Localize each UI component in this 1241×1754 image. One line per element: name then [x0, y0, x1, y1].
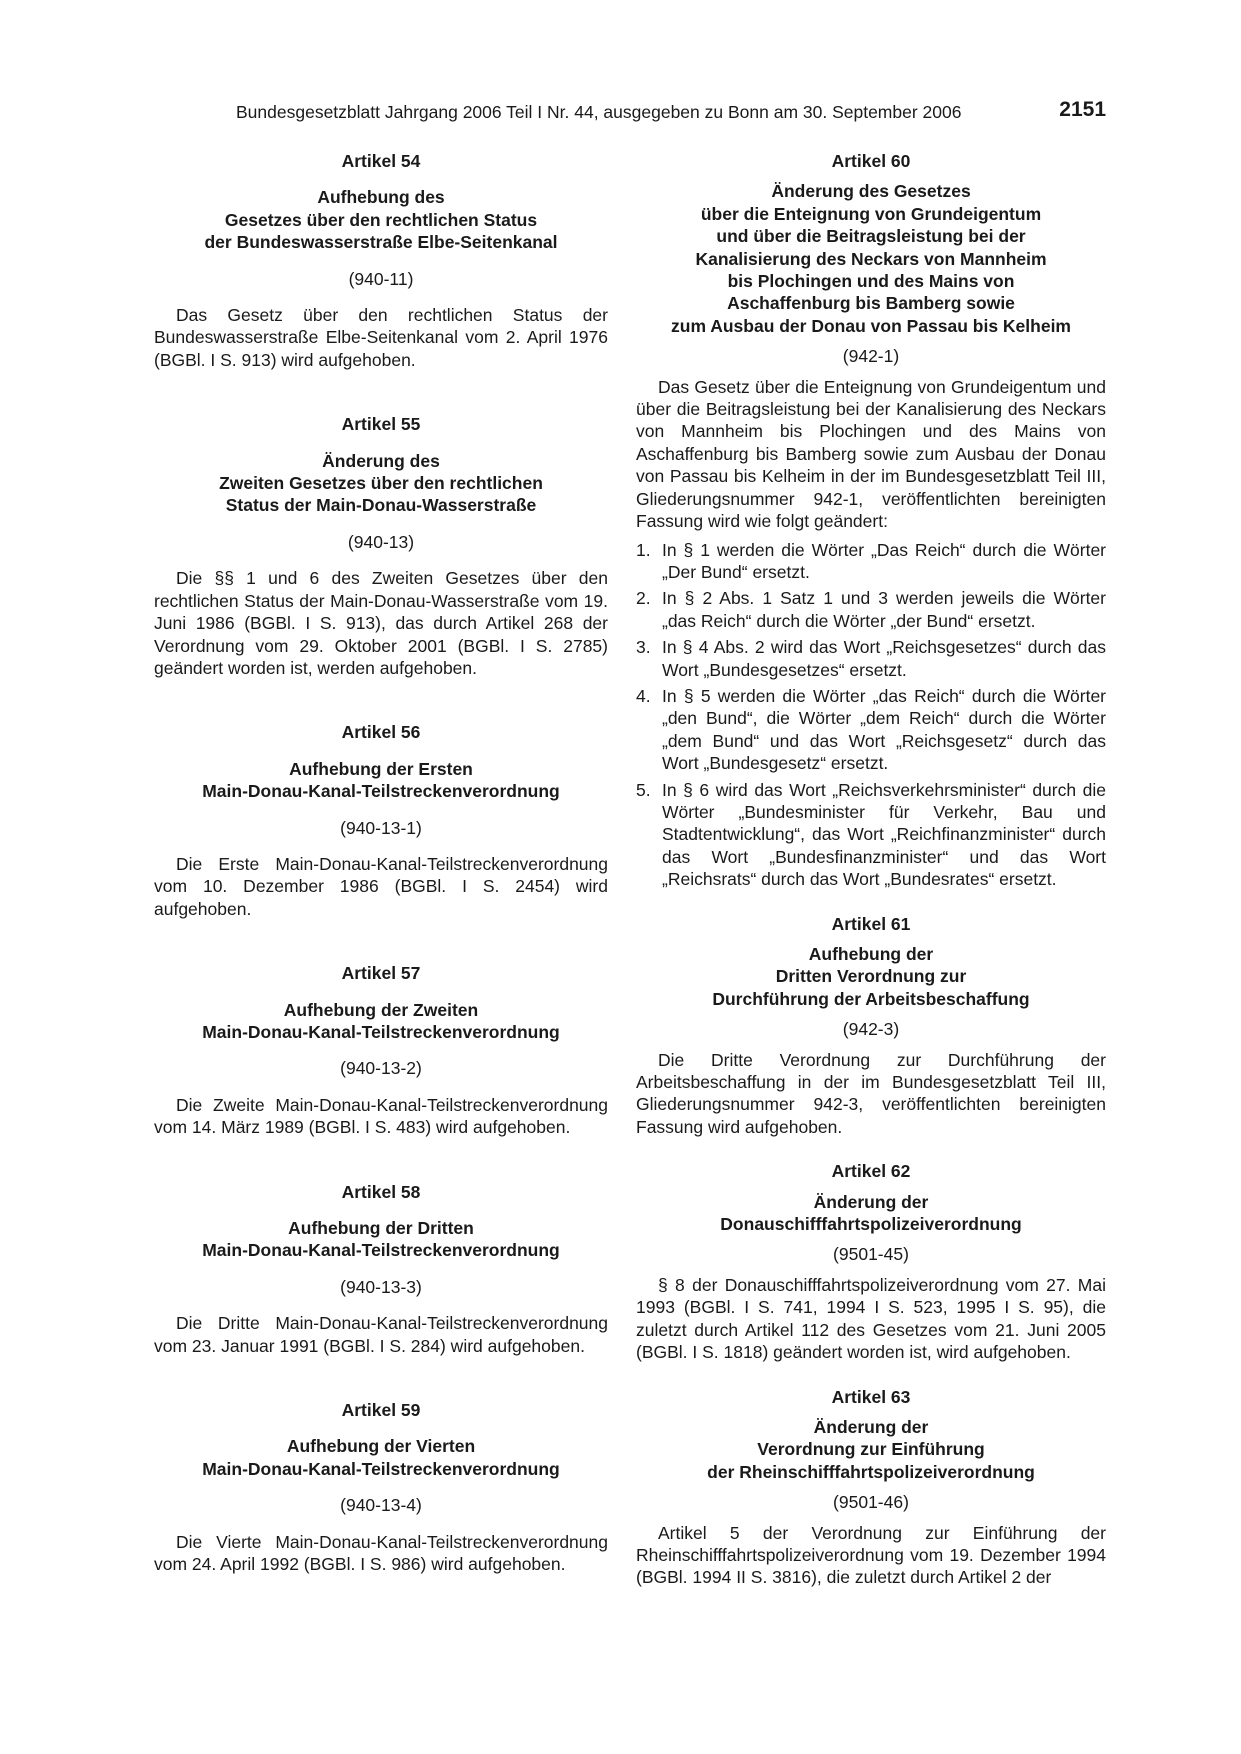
list-item-text: In § 1 werden die Wörter „Das Reich“ durch die Wörter „Der Bund“ ersetzt.	[662, 539, 1106, 582]
page-number: 2151	[1059, 98, 1106, 121]
article-number: Artikel 58	[341, 1181, 421, 1202]
article-title	[154, 1217, 608, 1262]
article-title-line: Aufhebung der Dritten	[288, 1218, 474, 1238]
article-title-line: bis Plochingen und des Mains von	[727, 271, 1015, 292]
article-title	[154, 758, 608, 803]
left-column	[154, 150, 608, 1617]
article-title-line: Gesetzes über den rechtlichen Status	[224, 209, 538, 230]
article-title-line: über die Enteignung von Grundeigentum	[700, 203, 1042, 224]
list-item-number: 3.	[636, 637, 651, 658]
article-body: Das Gesetz über die Enteignung von Grundeigentum und über die Beitragsleistung bei der Kanalisierung des Neckars von Mannheim bis Plochingen und des Mains von Aschaffenburg bis Bamberg sowie zum Ausbau der Donau von Passau bis Kelheim in der im Bundesgesetzblatt Teil III, Gliederungsnummer 942-1, veröffentlichten bereinigten Fassung wird wie folgt geändert:	[636, 376, 1106, 532]
article-62	[636, 1160, 1106, 1363]
article-title	[154, 186, 608, 253]
article-title-line: Zweiten Gesetzes über den rechtlichen	[219, 473, 543, 494]
article-63	[636, 1386, 1106, 1589]
article-title-line: Durchführung der Arbeitsbeschaffung	[712, 988, 1030, 1009]
list-item	[636, 636, 1106, 681]
article-title	[154, 999, 608, 1044]
list-item	[636, 685, 1106, 775]
list-item-number: 1.	[636, 539, 651, 560]
article-59	[154, 1399, 608, 1575]
page-header	[236, 100, 1106, 130]
article-61	[636, 913, 1106, 1139]
article-body: Die Vierte Main-Donau-Kanal-Teilstreckenverordnung vom 24. April 1992 (BGBl. I S. 986) wird aufgehoben.	[154, 1531, 608, 1575]
header-text: Bundesgesetzblatt Jahrgang 2006 Teil I Nr. 44, ausgegeben zu Bonn am 30. September 2006	[236, 102, 962, 122]
article-title	[154, 450, 608, 517]
article-title-line: Main-Donau-Kanal-Teilstreckenverordnung	[202, 781, 560, 802]
article-title-line: Aufhebung des	[317, 187, 445, 208]
article-body: Das Gesetz über den rechtlichen Status der Bundeswasserstraße Elbe-Seitenkanal vom 2. April 1976 (BGBl. I S. 913) wird aufgehoben.	[154, 305, 608, 370]
article-number: Artikel 62	[831, 1161, 911, 1182]
amendment-list	[636, 539, 1106, 891]
article-title-line: Aufhebung der	[808, 944, 934, 964]
article-reference: (9501-45)	[833, 1244, 909, 1265]
article-title-line: Main-Donau-Kanal-Teilstreckenverordnung	[202, 1240, 560, 1261]
list-item-number: 5.	[636, 779, 651, 800]
article-number: Artikel 63	[831, 1386, 911, 1407]
article-reference: (940-13)	[347, 531, 415, 552]
article-title-line: Dritten Verordnung zur	[775, 966, 967, 987]
article-number: Artikel 54	[341, 151, 421, 171]
right-column	[636, 150, 1106, 1611]
article-title-line: zum Ausbau der Donau von Passau bis Kelheim	[671, 315, 1071, 336]
list-item	[636, 539, 1106, 584]
article-55	[154, 413, 608, 679]
article-title-line: Donauschifffahrtspolizeiverordnung	[720, 1214, 1022, 1235]
article-number: Artikel 60	[831, 151, 911, 171]
article-reference: (940-13-3)	[340, 1276, 422, 1297]
article-title-line: Änderung der	[813, 1416, 929, 1437]
article-title-line: Main-Donau-Kanal-Teilstreckenverordnung	[202, 1458, 560, 1479]
article-body: Die Erste Main-Donau-Kanal-Teilstreckenverordnung vom 10. Dezember 1986 (BGBl. I S. 2454) wird aufgehoben.	[154, 853, 608, 919]
article-reference: (942-3)	[842, 1019, 900, 1040]
list-item-number: 4.	[636, 685, 651, 706]
article-number: Artikel 57	[341, 963, 421, 984]
article-reference: (940-13-1)	[340, 817, 422, 838]
article-title-line: Änderung des Gesetzes	[771, 181, 971, 202]
article-reference: (940-13-2)	[340, 1058, 422, 1079]
article-body: § 8 der Donauschifffahrtspolizeiverordnung vom 27. Mai 1993 (BGBl. I S. 741, 1994 I S. 523, 1995 I S. 95), die zuletzt durch Artikel 112 des Gesetzes vom 21. Juni 2005 (BGBl. I S. 1818) geändert worden ist, wird aufgehoben.	[636, 1274, 1106, 1363]
article-title-line: der Rheinschifffahrtspolizeiverordnung	[707, 1461, 1035, 1482]
article-number: Artikel 61	[831, 913, 911, 934]
article-body: Die §§ 1 und 6 des Zweiten Gesetzes über den rechtlichen Status der Main-Donau-Wasserstraße vom 19. Juni 1986 (BGBl. I S. 913), das durch Artikel 268 der Verordnung vom 29. Oktober 2001 (BGBl. I S. 2785) geändert worden ist, werden aufgehoben.	[154, 568, 608, 678]
article-60	[636, 150, 1106, 891]
list-item	[636, 587, 1106, 632]
article-54	[154, 150, 608, 371]
article-number: Artikel 56	[341, 722, 421, 743]
article-title-line: Änderung der	[813, 1191, 929, 1212]
article-number: Artikel 55	[341, 414, 421, 435]
article-title-line: Kanalisierung des Neckars von Mannheim	[695, 248, 1047, 269]
article-reference: (940-11)	[348, 268, 414, 289]
article-title-line: Aufhebung der Zweiten	[283, 999, 479, 1020]
article-title	[154, 1435, 608, 1480]
list-item-text: In § 4 Abs. 2 wird das Wort „Reichsgesetzes“ durch das Wort „Bundesgesetzes“ ersetzt.	[662, 637, 1106, 680]
article-title	[636, 1191, 1106, 1236]
article-title-line: und über die Beitragsleistung bei der	[716, 226, 1026, 247]
article-title-line: Status der Main-Donau-Wasserstraße	[225, 495, 537, 516]
list-item	[636, 779, 1106, 891]
article-title	[636, 943, 1106, 1010]
article-57	[154, 962, 608, 1138]
list-item-text: In § 5 werden die Wörter „das Reich“ durch die Wörter „den Bund“, die Wörter „dem Reich“ durch die Wörter „dem Bund“ und das Wort „Reichsgesetz“ durch das Wort „Bundesgesetz“ ersetzt.	[662, 685, 1106, 774]
article-reference: (940-13-4)	[340, 1495, 422, 1516]
article-title-line: der Bundeswasserstraße Elbe-Seitenkanal	[204, 232, 558, 253]
article-reference: (9501-46)	[833, 1492, 909, 1513]
article-body: Die Dritte Verordnung zur Durchführung der Arbeitsbeschaffung in der im Bundesgesetzblatt Teil III, Gliederungsnummer 942-3, veröffentlichten bereinigten Fassung wird aufgehoben.	[636, 1049, 1106, 1137]
article-title-line: Aufhebung der Ersten	[289, 758, 473, 779]
article-body: Die Dritte Main-Donau-Kanal-Teilstreckenverordnung vom 23. Januar 1991 (BGBl. I S. 284) wird aufgehoben.	[154, 1313, 608, 1356]
list-item-number: 2.	[636, 588, 651, 609]
article-title	[636, 180, 1106, 337]
article-number: Artikel 59	[341, 1400, 421, 1421]
article-58	[154, 1181, 608, 1357]
article-body: Artikel 5 der Verordnung zur Einführung der Rheinschifffahrtspolizeiverordnung vom 19. Dezember 1994 (BGBl. 1994 II S. 3816), die zuletzt durch Artikel 2 der	[636, 1522, 1106, 1588]
article-title-line: Main-Donau-Kanal-Teilstreckenverordnung	[202, 1021, 560, 1042]
article-reference: (942-1)	[842, 346, 900, 367]
article-title-line: Aufhebung der Vierten	[286, 1436, 476, 1457]
article-title-line: Änderung des	[322, 450, 440, 471]
article-body: Die Zweite Main-Donau-Kanal-Teilstreckenverordnung vom 14. März 1989 (BGBl. I S. 483) wird aufgehoben.	[154, 1094, 608, 1138]
article-title	[636, 1416, 1106, 1483]
article-title-line: Verordnung zur Einführung	[757, 1439, 985, 1460]
article-56	[154, 721, 608, 920]
list-item-text: In § 6 wird das Wort „Reichsverkehrsminister“ durch die Wörter „Bundesminister für Verkehr, Bau und Stadtentwicklung“, das Wort „Reichfinanzminister“ durch das Wort „Bundesfinanzminister“ und das Wort „Reichsrats“ durch das Wort „Bundesrates“ ersetzt.	[662, 779, 1106, 890]
article-title-line: Aschaffenburg bis Bamberg sowie	[727, 293, 1015, 314]
list-item-text: In § 2 Abs. 1 Satz 1 und 3 werden jeweils die Wörter „das Reich“ durch die Wörter „der Bund“ ersetzt.	[662, 588, 1106, 631]
